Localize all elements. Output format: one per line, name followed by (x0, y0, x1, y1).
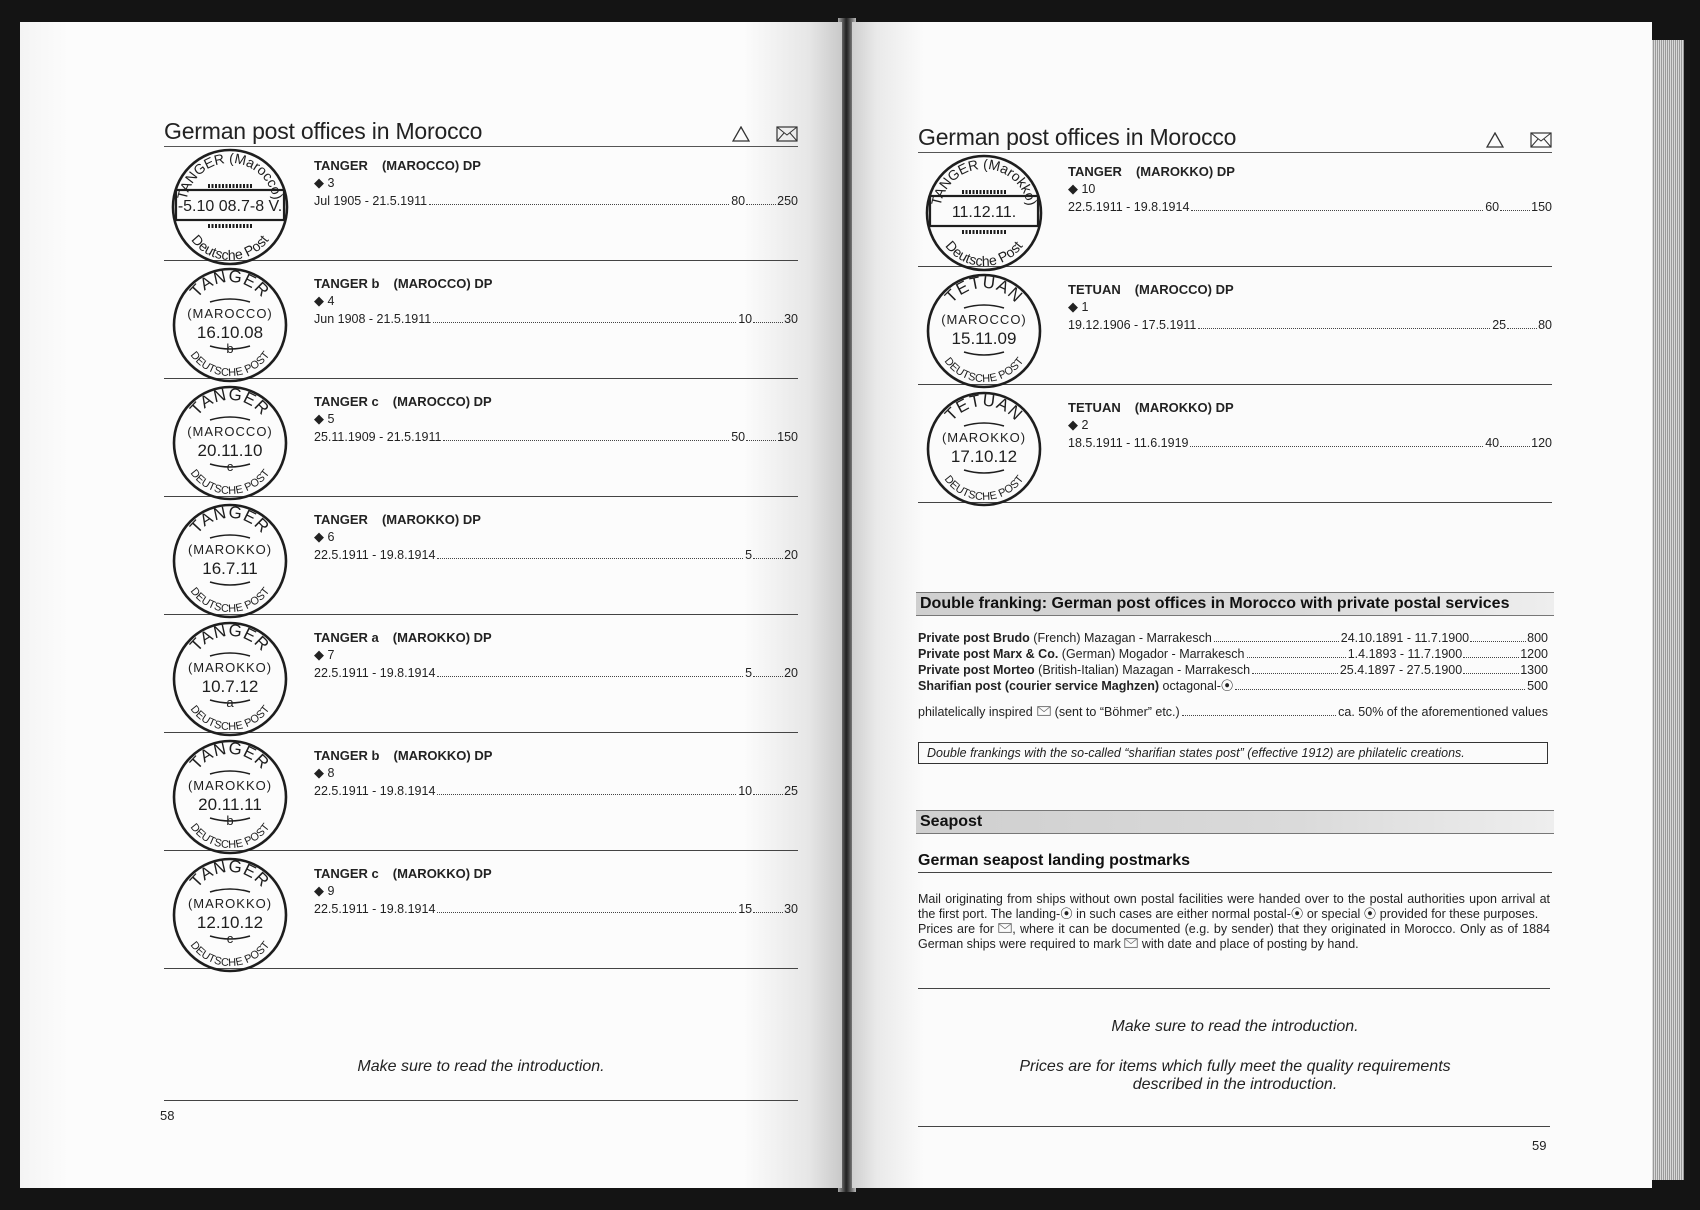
stamp-top-text: TANGER (Marocco) (173, 149, 287, 201)
double-franking-note: Double frankings with the so-called “sharifian states post” (effective 1912) are philatelic creations. (918, 742, 1548, 764)
office-region: (MAROKKO) DP (1134, 400, 1234, 415)
stamp-region-text: (MAROKKO) (187, 660, 273, 675)
entry-title (314, 866, 798, 881)
entry-title (1068, 400, 1552, 415)
page-title: German post offices in Morocco (918, 124, 1237, 150)
private-post-name: Private post Morteo (918, 663, 1035, 677)
entry-title (314, 748, 798, 763)
entry-number-value: 5 (327, 412, 335, 426)
private-post-value: 800 (1527, 631, 1548, 645)
svg-text:DEUTSCHE POST (942, 473, 1027, 503)
inspired-row (918, 704, 1548, 720)
private-post-dates: 25.4.1897 - 27.5.1900 (1339, 663, 1463, 677)
price-unused: 25 (1492, 318, 1507, 332)
entry-info (314, 630, 798, 680)
svg-text:Deutsche Post (188, 231, 271, 263)
svg-text:TANGER (186, 739, 273, 774)
usage-period: 19.12.1906 - 17.5.1911 (1068, 318, 1197, 332)
inspired-label: philatelically inspired (918, 705, 1033, 719)
office-name: TANGER b (314, 276, 380, 291)
entry-info (1068, 282, 1552, 332)
entry-info (314, 276, 798, 326)
usage-period: 18.5.1911 - 11.6.1919 (1068, 436, 1189, 450)
catalogue-entry (164, 262, 798, 379)
stamp-bottom-text: DEUTSCHE POST (187, 585, 273, 616)
stamp-bottom-text: DEUTSCHE POST (941, 473, 1027, 504)
svg-text:TANGER (186, 857, 273, 892)
entry-number (1068, 417, 1552, 433)
svg-text:TANGER (186, 267, 273, 302)
stamp-top-text: TANGER (Marokko) (927, 155, 1041, 207)
stamp-region-text: (MAROCCO) (941, 312, 1027, 327)
inspired-value: ca. 50% of the aforementioned values (1338, 705, 1548, 719)
entry-price-line (314, 666, 798, 680)
private-post-row (918, 630, 1548, 646)
stamp-date-text: 16.7.11 (202, 559, 258, 578)
office-name: TANGER (1068, 164, 1122, 179)
private-post-row (918, 662, 1548, 678)
office-region: (MAROKKO) DP (392, 630, 492, 645)
postmark-image (168, 148, 292, 266)
private-post-route: octagonal-⦿ (1159, 679, 1234, 693)
entry-price-line (314, 194, 798, 208)
entry-price-line (1068, 318, 1552, 332)
svg-text:DEUTSCHE POST (188, 585, 273, 615)
price-unused: 15 (738, 902, 753, 916)
usage-period: Jul 1905 - 21.5.1911 (314, 194, 428, 208)
postmark-image (168, 620, 292, 738)
entry-price-line (314, 548, 798, 562)
catalogue-entry (164, 380, 798, 497)
price-unused: 50 (731, 430, 746, 444)
stamp-top-text: TANGER (186, 384, 274, 420)
unused-stamp-icon (1486, 132, 1504, 148)
usage-period: 25.11.1909 - 21.5.1911 (314, 430, 442, 444)
usage-period: 22.5.1911 - 19.8.1914 (314, 784, 436, 798)
entry-info (314, 158, 798, 208)
cover-envelope-icon (1124, 938, 1138, 948)
stamp-date-text: 10.7.12 (201, 677, 259, 696)
price-cover: 150 (1531, 200, 1552, 214)
stamp-date-text: 16.10.08 (196, 323, 264, 342)
office-name: TANGER b (314, 748, 380, 763)
postmark-image (922, 390, 1046, 508)
stamp-region-text: (MAROKKO) (187, 778, 273, 793)
stamp-bottom-text: DEUTSCHE POST (187, 821, 273, 852)
page-header (918, 124, 1552, 153)
entry-number-value: 3 (327, 176, 335, 190)
diamond-icon: ◆ (314, 175, 324, 190)
double-franking-heading: Double franking: German post offices in Morocco with private postal services (916, 592, 1554, 616)
postmark-image (922, 154, 1046, 272)
entry-info (1068, 164, 1552, 214)
stamp-date-text: 12.10.12 (196, 913, 264, 932)
catalogue-entry (164, 616, 798, 733)
entry-title (314, 630, 798, 645)
entry-number-value: 2 (1081, 418, 1089, 432)
entry-number (1068, 181, 1552, 197)
private-post-row (918, 678, 1548, 694)
entry-number-value: 9 (327, 884, 335, 898)
stamp-bottom-text: DEUTSCHE POST (941, 355, 1027, 386)
entry-title (314, 276, 798, 291)
entry-number-value: 10 (1081, 182, 1096, 196)
right-footer-note-2: Prices are for items which fully meet the quality requirements described in the introduction. (1019, 1058, 1451, 1093)
postmark-image (168, 738, 292, 856)
entry-number-value: 8 (327, 766, 335, 780)
entry-price-line (314, 312, 798, 326)
page-number: 59 (1532, 1138, 1547, 1153)
stamp-region-text: (MAROKKO) (187, 896, 273, 911)
cover-envelope-icon (1530, 132, 1552, 148)
diamond-icon: ◆ (1068, 299, 1078, 314)
entry-title (314, 158, 798, 173)
office-region: (MAROCCO) DP (1134, 282, 1234, 297)
private-post-row (918, 646, 1548, 662)
private-post-dates: 1.4.1893 - 11.7.1900 (1347, 647, 1463, 661)
svg-text:TANGER (186, 385, 273, 420)
entry-price-line (314, 430, 798, 444)
catalogue-entry (164, 498, 798, 615)
private-post-name: Sharifian post (courier service Maghzen) (918, 679, 1160, 693)
office-name: TANGER c (314, 394, 379, 409)
private-post-value: 500 (1527, 679, 1548, 693)
usage-period: 22.5.1911 - 19.8.1914 (1068, 200, 1190, 214)
entry-title (314, 512, 798, 527)
usage-period: 22.5.1911 - 19.8.1914 (314, 902, 436, 916)
svg-text:TANGER (Marokko) (928, 156, 1041, 207)
office-region: (MAROCCO) DP (392, 394, 492, 409)
entry-number-value: 7 (327, 648, 335, 662)
office-region: (MAROKKO) DP (392, 866, 492, 881)
entry-info (314, 866, 798, 916)
seapost-text-2a: Prices are for (918, 922, 994, 936)
entry-number-value: 6 (327, 530, 335, 544)
stamp-region-text: (MAROKKO) (941, 430, 1027, 445)
svg-text:TANGER (186, 621, 273, 656)
footer-rule (918, 1126, 1550, 1127)
stamp-date-text: 17.10.12 (950, 447, 1018, 466)
price-cover: 80 (1538, 318, 1552, 332)
entry-number (1068, 299, 1552, 315)
price-unused: 5 (745, 548, 753, 562)
entry-price-line (314, 784, 798, 798)
stamp-date-text: 20.11.11 (198, 795, 262, 814)
private-post-route: (French) Mazagan - Marrakesch (1029, 631, 1212, 645)
catalogue-entry (918, 268, 1552, 385)
postmark-image (168, 502, 292, 620)
entry-info (314, 394, 798, 444)
cover-envelope-icon (776, 126, 798, 142)
unused-stamp-icon (732, 126, 750, 142)
stamp-letter-text: c (226, 459, 234, 474)
section-rule (918, 988, 1550, 989)
office-region: (MAROCCO) DP (393, 276, 493, 291)
page-header (164, 118, 798, 147)
diamond-icon: ◆ (1068, 181, 1078, 196)
diamond-icon: ◆ (314, 411, 324, 426)
footer-rule (164, 1100, 798, 1101)
stamp-letter-text: b (226, 813, 234, 828)
price-unused: 5 (745, 666, 753, 680)
page-edges (1648, 40, 1684, 1180)
entry-title (1068, 282, 1552, 297)
price-unused: 40 (1485, 436, 1500, 450)
stamp-bottom-text: Deutsche Post (188, 231, 272, 264)
stamp-top-text: TETUAN (941, 390, 1027, 425)
office-region: (MAROKKO) DP (393, 748, 493, 763)
seapost-text-2b: , where it can be documented (e.g. by sender) that they originated in Morocco. Only as of 1884 German ships were required to mark (918, 922, 1550, 951)
price-cover: 120 (1531, 436, 1552, 450)
entry-info (1068, 400, 1552, 450)
seapost-paragraph (918, 892, 1550, 952)
diamond-icon: ◆ (314, 883, 324, 898)
office-name: TETUAN (1068, 282, 1121, 297)
private-post-route: (British-Italian) Mazagan - Marrakesch (1034, 663, 1251, 677)
stamp-top-text: TANGER (186, 738, 274, 774)
price-cover: 25 (784, 784, 798, 798)
price-cover: 250 (777, 194, 798, 208)
stamp-top-text: TANGER (186, 856, 274, 892)
inspired-detail: (sent to “Böhmer” etc.) (1054, 705, 1180, 719)
double-franking-table (918, 630, 1548, 720)
price-unused: 10 (738, 312, 753, 326)
diamond-icon: ◆ (1068, 417, 1078, 432)
stamp-date-text: 11.12.11. (951, 204, 1017, 221)
stamp-bottom-text: DEUTSCHE POST (187, 349, 273, 380)
diamond-icon: ◆ (314, 529, 324, 544)
office-region: (MAROKKO) DP (1135, 164, 1235, 179)
office-name: TETUAN (1068, 400, 1121, 415)
entry-title (314, 394, 798, 409)
seapost-subheading: German seapost landing postmarks (918, 852, 1552, 873)
price-unused: 10 (738, 784, 753, 798)
price-cover: 150 (777, 430, 798, 444)
stamp-bottom-text: DEUTSCHE POST (187, 939, 273, 970)
entry-number (314, 883, 798, 899)
office-region: (MAROCCO) DP (381, 158, 481, 173)
office-name: TANGER (314, 158, 368, 173)
entry-number (314, 529, 798, 545)
price-cover: 20 (784, 666, 798, 680)
stamp-letter-text: a (226, 695, 234, 710)
entry-number (314, 175, 798, 191)
private-post-route: (German) Mogador - Marrakesch (1058, 647, 1245, 661)
seapost-text-2 (918, 922, 1550, 952)
entry-number-value: 1 (1081, 300, 1089, 314)
private-post-name: Private post Brudo (918, 631, 1030, 645)
catalogue-entry (164, 734, 798, 851)
svg-text:TANGER (186, 503, 273, 538)
entry-number (314, 411, 798, 427)
stamp-top-text: TANGER (186, 266, 274, 302)
stamp-date-text: 20.11.10 (197, 441, 263, 460)
stamp-bottom-text: DEUTSCHE POST (187, 467, 273, 498)
price-cover: 30 (784, 312, 798, 326)
svg-text:TETUAN (941, 273, 1027, 307)
stamp-date-text: -5.10 08.7-8 V. (177, 198, 283, 215)
entry-price-line (314, 902, 798, 916)
entry-title (1068, 164, 1552, 179)
price-unused: 80 (731, 194, 746, 208)
office-name: TANGER c (314, 866, 379, 881)
private-post-value: 1300 (1520, 663, 1548, 677)
entry-number (314, 293, 798, 309)
right-footer-note-1: Make sure to read the introduction. (1111, 1018, 1359, 1035)
catalogue-entry (164, 144, 798, 264)
left-page (20, 22, 842, 1188)
svg-text:TANGER (Marocco) (174, 150, 287, 201)
catalogue-entry (918, 386, 1552, 503)
usage-period: Jun 1908 - 21.5.1911 (314, 312, 432, 326)
price-cover: 20 (784, 548, 798, 562)
page-title: German post offices in Morocco (164, 118, 483, 144)
private-post-name: Private post Marx & Co. (918, 647, 1059, 661)
postmark-image (168, 266, 292, 384)
stamp-letter-text: b (226, 341, 234, 356)
stamp-letter-text: c (226, 931, 234, 946)
stamp-region-text: (MAROKKO) (187, 542, 273, 557)
price-cover: 30 (784, 902, 798, 916)
entry-price-line (1068, 200, 1552, 214)
seapost-heading: Seapost (916, 810, 1554, 834)
seapost-text-1: Mail originating from ships without own postal facilities were handed over to the postal authorities upon arrival at the first port. The landing-⦿ in such cases are either normal postal-⦿ or special ⦿ provided for these purposes. (918, 892, 1550, 921)
cover-envelope-icon (998, 923, 1012, 933)
entry-number-value: 4 (327, 294, 335, 308)
svg-text:Deutsche Post (942, 237, 1025, 269)
stamp-top-text: TETUAN (941, 272, 1027, 307)
stamp-top-text: TANGER (186, 502, 274, 538)
office-name: TANGER (314, 512, 368, 527)
postmark-image (922, 272, 1046, 390)
usage-period: 22.5.1911 - 19.8.1914 (314, 666, 436, 680)
page-number: 58 (160, 1108, 175, 1123)
svg-text:TETUAN (941, 391, 1027, 425)
office-name: TANGER a (314, 630, 379, 645)
private-post-dates: 24.10.1891 - 11.7.1900 (1340, 631, 1470, 645)
left-footer-note: Make sure to read the introduction. (357, 1058, 605, 1075)
stamp-bottom-text: DEUTSCHE POST (187, 703, 273, 734)
usage-period: 22.5.1911 - 19.8.1914 (314, 548, 436, 562)
stamp-date-text: 15.11.09 (951, 329, 1017, 348)
entry-info (314, 748, 798, 798)
svg-text:DEUTSCHE POST (942, 355, 1027, 385)
postmark-image (168, 856, 292, 974)
diamond-icon: ◆ (314, 293, 324, 308)
entry-info (314, 512, 798, 562)
entry-number (314, 765, 798, 781)
stamp-region-text: (MAROCCO) (187, 306, 273, 321)
postmark-image (168, 384, 292, 502)
catalogue-entry (918, 150, 1552, 270)
entry-number (314, 647, 798, 663)
private-post-value: 1200 (1520, 647, 1548, 661)
diamond-icon: ◆ (314, 765, 324, 780)
price-unused: 60 (1485, 200, 1500, 214)
entry-price-line (1068, 436, 1552, 450)
catalogue-entry (164, 852, 798, 969)
stamp-region-text: (MAROCCO) (187, 424, 273, 439)
diamond-icon: ◆ (314, 647, 324, 662)
cover-envelope-icon (1037, 706, 1051, 716)
seapost-text-2c: with date and place of posting by hand. (1141, 937, 1359, 951)
stamp-top-text: TANGER (186, 620, 274, 656)
stamp-bottom-text: Deutsche Post (942, 237, 1026, 270)
office-region: (MAROKKO) DP (381, 512, 481, 527)
right-page (852, 22, 1652, 1188)
